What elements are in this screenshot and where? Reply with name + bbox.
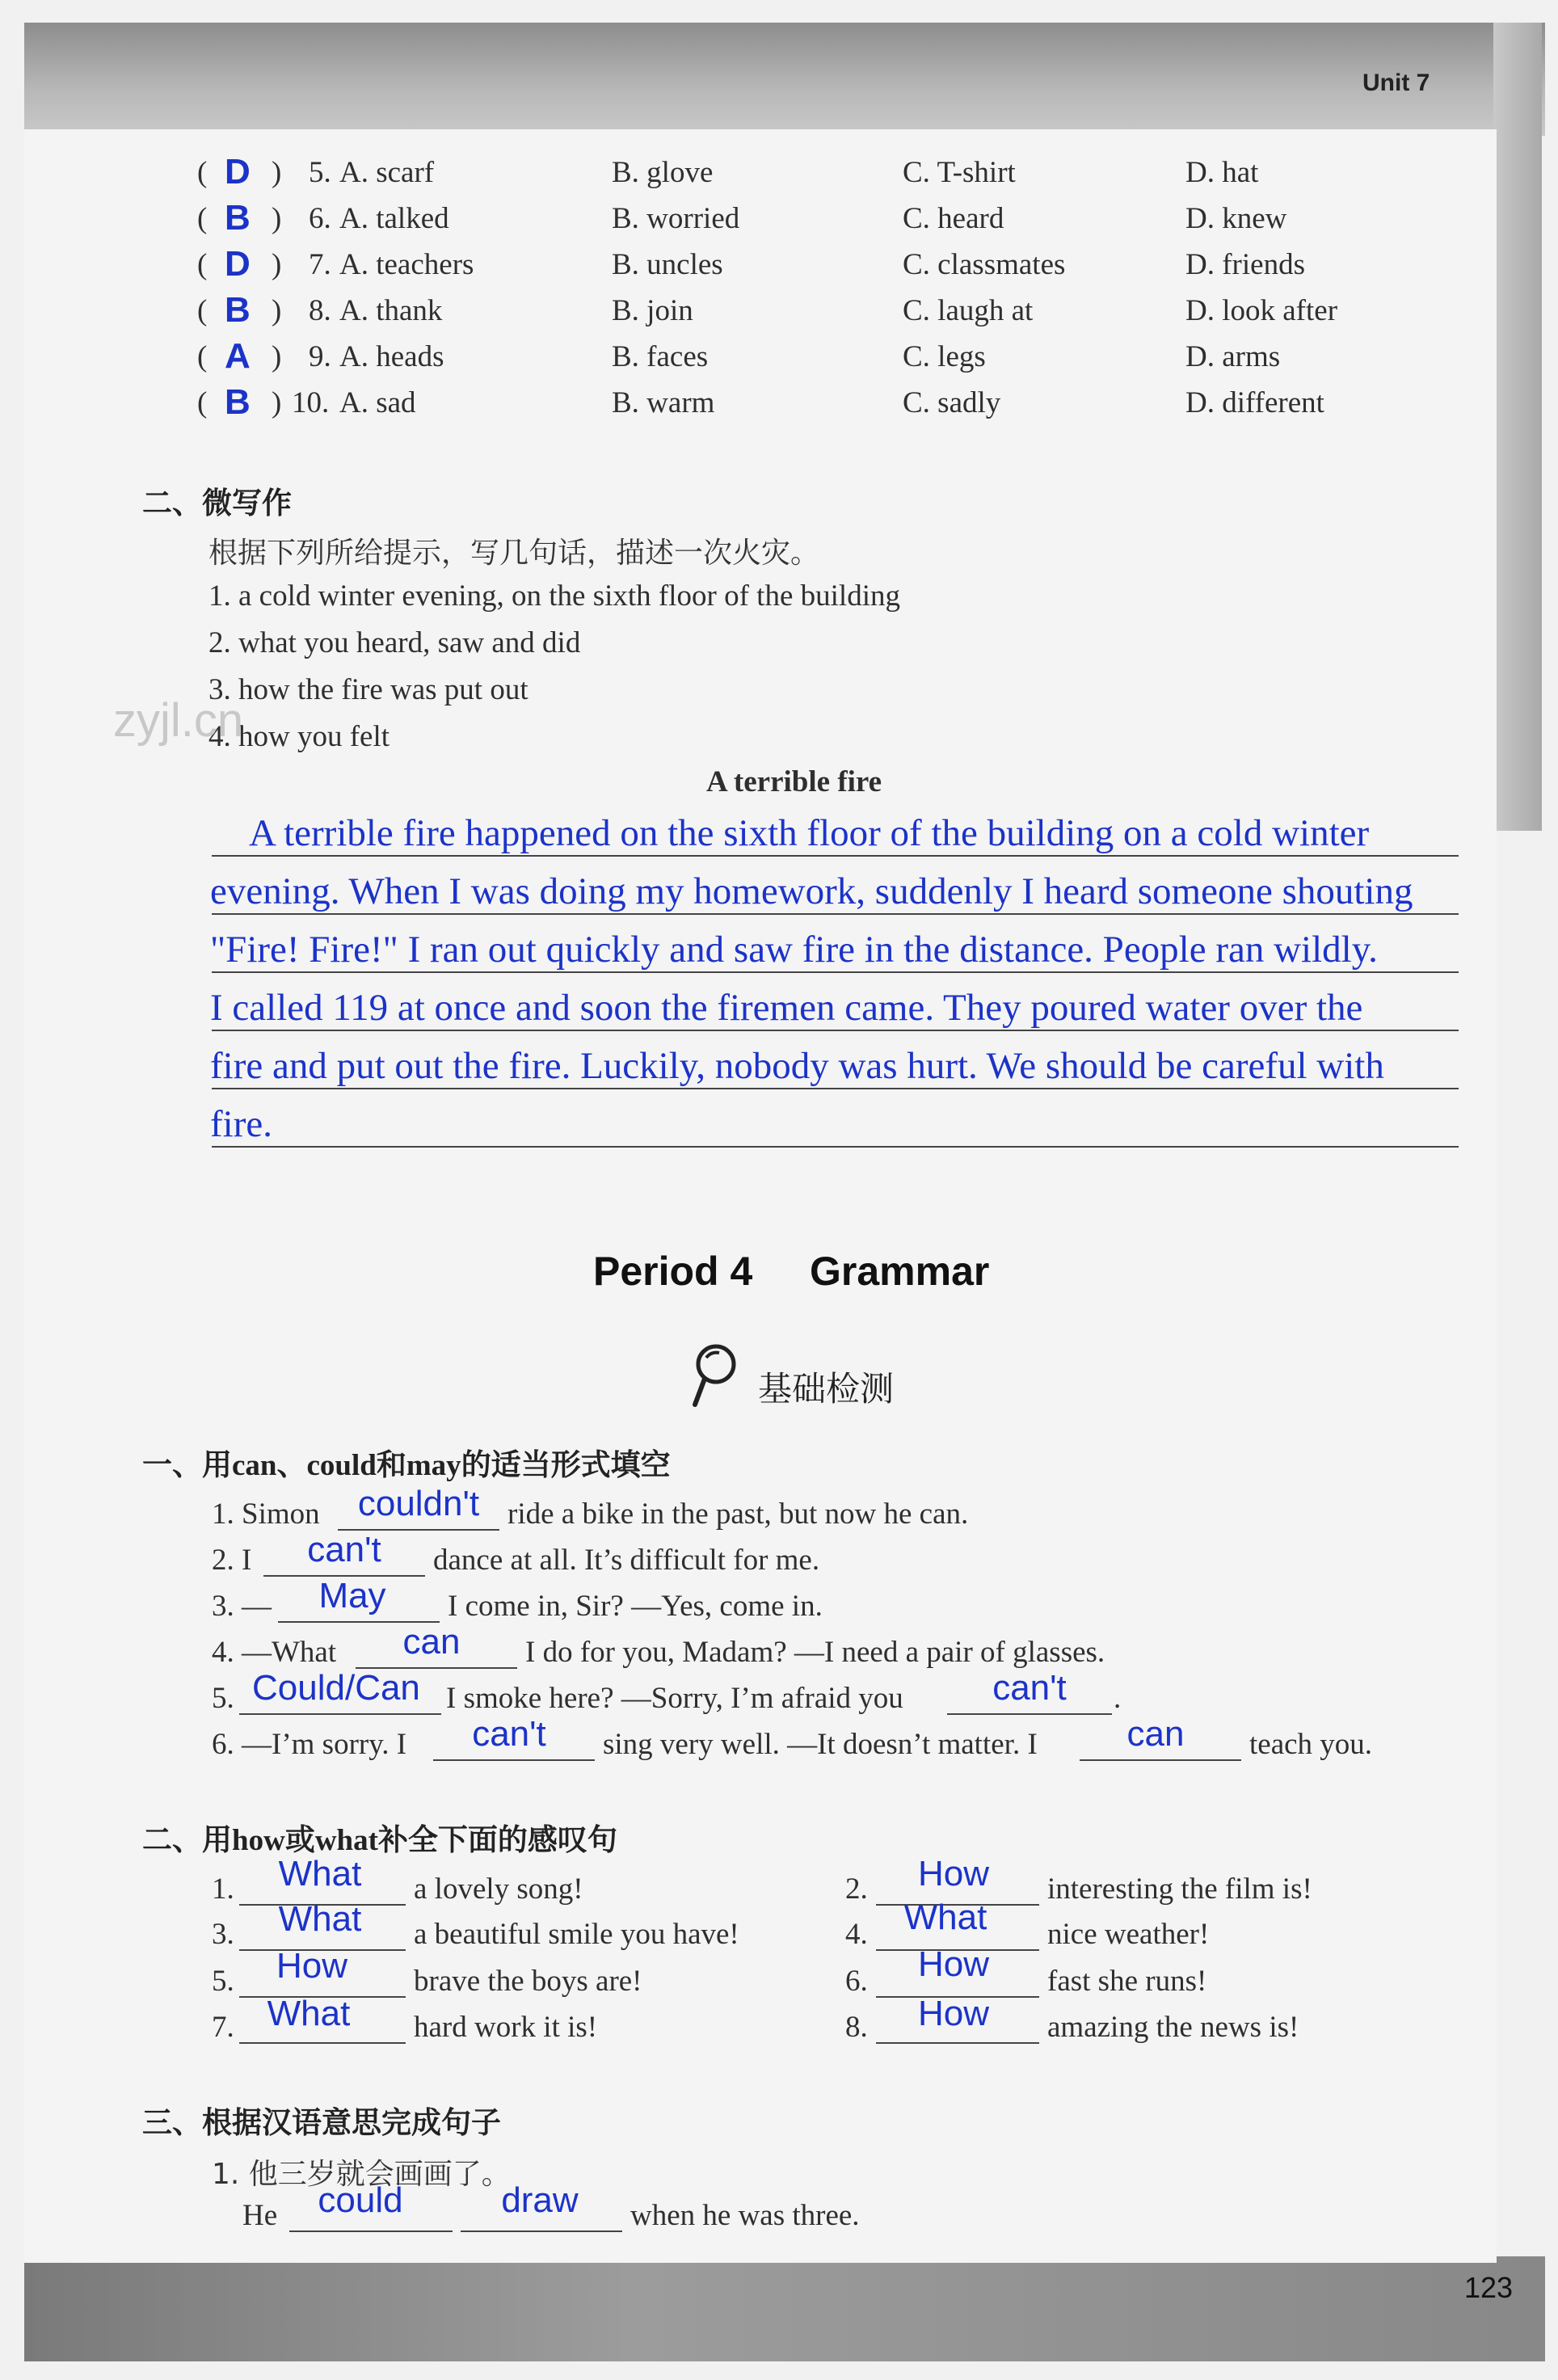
part1-q6-answer-2: can [1126, 1714, 1185, 1754]
mc-answer: A [225, 336, 251, 376]
mc-option-a: A. teachers [339, 248, 474, 281]
item-text: nice weather! [1047, 1918, 1210, 1951]
part1-q6-answer: can't [472, 1714, 546, 1754]
part2-word-what: what [314, 1824, 378, 1857]
blank [289, 2230, 453, 2232]
workbook-page [24, 129, 1497, 2263]
mc-option-a: A. sad [339, 386, 416, 419]
essay-line-3: "Fire! Fire!" I ran out quickly and saw fire in the distance. People ran wildly. [210, 929, 1378, 971]
paren-close: ) [272, 294, 282, 327]
paren-close: ) [272, 202, 282, 235]
part1-title-sep2: 和 [376, 1447, 406, 1482]
part2-answer: What [278, 1899, 362, 1939]
mc-option-c: C. T-shirt [903, 156, 1016, 189]
watermark: zyjl.cn [113, 694, 244, 747]
mc-option-d: D. arms [1185, 340, 1281, 373]
mc-option-d: D. different [1185, 386, 1324, 419]
period-title: Period 4 [593, 1249, 753, 1294]
essay-line-1: A terrible fire happened on the sixth floor of the building on a cold winter [249, 812, 1370, 854]
part1-title-suffix: 的适当形式填空 [461, 1447, 671, 1482]
mc-number: 8. [309, 294, 331, 327]
scan-shadow-bottom [24, 2256, 1545, 2361]
blank [433, 1759, 595, 1761]
essay-line-6: fire. [210, 1103, 272, 1145]
magnifier-icon [688, 1342, 740, 1413]
part1-q4-pre: 4. —What [212, 1636, 337, 1669]
item-text: brave the boys are! [414, 1965, 642, 1998]
mc-number: 10. [292, 386, 330, 419]
writing-title: 二、微写作 [142, 486, 292, 520]
blank [239, 2042, 406, 2044]
mc-option-c: C. classmates [903, 248, 1066, 281]
part1-q5-answer-2: can't [992, 1668, 1067, 1708]
part2-answer: What [903, 1898, 987, 1937]
mc-option-b: B. worried [612, 202, 740, 235]
item-number: 3. [212, 1918, 234, 1951]
part1-q2-post: dance at all. It’s difficult for me. [433, 1544, 820, 1577]
part3-q1-chinese: 1. 他三岁就会画画了。 [212, 2158, 511, 2191]
writing-instruction: 根据下列所给提示，写几句话，描述一次火灾。 [208, 537, 820, 570]
part1-q3-pre: 3. — [212, 1590, 272, 1623]
essay-title: A terrible fire [706, 765, 882, 798]
part2-answer: How [276, 1946, 348, 1986]
item-number: 2. [845, 1872, 868, 1906]
part3-q1-answer-2: draw [501, 2180, 579, 2220]
mc-number: 5. [309, 156, 331, 189]
part1-q1-pre: 1. Simon [212, 1498, 320, 1531]
item-text: a lovely song! [414, 1872, 583, 1906]
writing-hint-1: 1. a cold winter evening, on the sixth floor of the building [208, 579, 900, 613]
period-subtitle: Grammar [810, 1249, 990, 1294]
part1-q5-mid: I smoke here? —Sorry, I’m afraid you [446, 1682, 903, 1715]
part2-title-prefix: 二、用 [142, 1822, 232, 1857]
paren-close: ) [272, 248, 282, 281]
part1-q2-answer: can't [307, 1530, 381, 1569]
mc-answer: D [225, 244, 251, 284]
mc-option-c: C. laugh at [903, 294, 1034, 327]
mc-number: 7. [309, 248, 331, 281]
part1-q5-pre: 5. [212, 1682, 234, 1715]
part1-q1-answer: couldn't [357, 1484, 480, 1523]
unit-label: Unit 7 [1362, 70, 1430, 96]
mc-option-a: A. scarf [339, 156, 435, 189]
part2-title-sep: 或 [284, 1822, 315, 1857]
part1-q5-end: . [1114, 1682, 1122, 1715]
part1-q2-pre: 2. I [212, 1544, 252, 1577]
item-number: 7. [212, 2011, 234, 2044]
writing-rule [212, 1146, 1459, 1148]
mc-option-c: C. sadly [903, 386, 1001, 419]
mc-option-d: D. friends [1185, 248, 1305, 281]
writing-rule [212, 1030, 1459, 1031]
mc-option-c: C. heard [903, 202, 1004, 235]
writing-hint-3: 3. how the fire was put out [208, 673, 528, 706]
writing-hint-4: 4. how you felt [208, 720, 390, 753]
blank [876, 2042, 1039, 2044]
scan-shadow-right [1493, 23, 1542, 831]
mc-answer: D [225, 152, 251, 192]
part1-word-may: may [406, 1449, 461, 1482]
part1-word-could: could [306, 1449, 377, 1482]
part1-q1-post: ride a bike in the past, but now he can. [507, 1498, 969, 1531]
paren-close: ) [272, 340, 282, 373]
part1-q6-mid: sing very well. —It doesn’t matter. I [603, 1728, 1038, 1761]
paren-close: ) [272, 386, 282, 419]
part2-answer: How [917, 1854, 990, 1893]
mc-option-b: B. faces [612, 340, 709, 373]
item-text: fast she runs! [1047, 1965, 1207, 1998]
page-number: 123 [1464, 2271, 1514, 2304]
essay-line-4: I called 119 at once and soon the firemen came. They poured water over the [210, 987, 1363, 1029]
part2-answer: What [267, 1994, 351, 2033]
part2-answer: What [278, 1854, 362, 1893]
essay-line-5: fire and put out the fire. Luckily, nobody was hurt. We should be careful with [210, 1045, 1384, 1087]
part1-q5-answer: Could/Can [252, 1668, 420, 1708]
writing-rule [212, 913, 1459, 915]
item-number: 1. [212, 1872, 234, 1906]
part1-q4-post: I do for you, Madam? —I need a pair of glasses. [525, 1636, 1105, 1669]
part1-title-prefix: 一、用 [142, 1447, 232, 1482]
writing-rule [212, 971, 1459, 973]
blank [461, 2230, 622, 2232]
blank [1080, 1759, 1241, 1761]
part1-q6-pre: 6. —I’m sorry. I [212, 1728, 407, 1761]
item-number: 4. [845, 1918, 868, 1951]
mc-option-b: B. join [612, 294, 693, 327]
item-number: 5. [212, 1965, 234, 1998]
mc-option-a: A. heads [339, 340, 444, 373]
mc-option-a: A. thank [339, 294, 443, 327]
mc-option-d: D. look after [1185, 294, 1338, 327]
essay-line-2: evening. When I was doing my homework, suddenly I heard someone shouting [210, 870, 1413, 912]
mc-answer: B [225, 198, 251, 238]
mc-answer: B [225, 382, 251, 422]
mc-number: 9. [309, 340, 331, 373]
part1-q3-post: I come in, Sir? —Yes, come in. [448, 1590, 823, 1623]
part2-title-suffix: 补全下面的感叹句 [377, 1822, 617, 1857]
part1-title-sep1: 、 [276, 1447, 307, 1482]
item-text: a beautiful smile you have! [414, 1918, 739, 1951]
mc-answer: B [225, 290, 251, 330]
mc-option-b: B. glove [612, 156, 714, 189]
item-text: amazing the news is! [1047, 2011, 1299, 2044]
item-number: 6. [845, 1965, 868, 1998]
paren-close: ) [272, 156, 282, 189]
part1-q4-answer: can [402, 1622, 461, 1662]
paren-open: ( [197, 386, 208, 419]
section-label: 基础检测 [758, 1369, 895, 1409]
mc-option-d: D. hat [1185, 156, 1259, 189]
scan-shadow-top [24, 23, 1545, 136]
part3-q1-pre: He [242, 2199, 278, 2232]
mc-option-a: A. talked [339, 202, 449, 235]
part1-word-can: can [232, 1449, 277, 1482]
paren-open: ( [197, 340, 208, 373]
part3-title: 三、根据汉语意思完成句子 [142, 2105, 501, 2140]
writing-rule [212, 855, 1459, 857]
item-text: interesting the film is! [1047, 1872, 1312, 1906]
paren-open: ( [197, 248, 208, 281]
paren-open: ( [197, 202, 208, 235]
item-number: 8. [845, 2011, 868, 2044]
writing-hint-2: 2. what you heard, saw and did [208, 626, 581, 659]
mc-option-d: D. knew [1185, 202, 1287, 235]
item-text: hard work it is! [414, 2011, 598, 2044]
part2-word-how: how [232, 1824, 285, 1857]
part1-q6-end: teach you. [1249, 1728, 1373, 1761]
paren-open: ( [197, 156, 208, 189]
mc-option-b: B. uncles [612, 248, 723, 281]
mc-option-b: B. warm [612, 386, 715, 419]
part2-answer: How [917, 1994, 990, 2033]
mc-option-c: C. legs [903, 340, 986, 373]
part3-q1-answer-1: could [318, 2180, 403, 2220]
part1-title [142, 1440, 671, 1484]
blank [239, 1713, 441, 1715]
paren-open: ( [197, 294, 208, 327]
part1-q3-answer: May [318, 1576, 386, 1615]
writing-rule [212, 1088, 1459, 1089]
part2-answer: How [917, 1944, 990, 1984]
part3-q1-post: when he was three. [630, 2199, 860, 2232]
mc-number: 6. [309, 202, 331, 235]
part2-title [142, 1815, 617, 1859]
